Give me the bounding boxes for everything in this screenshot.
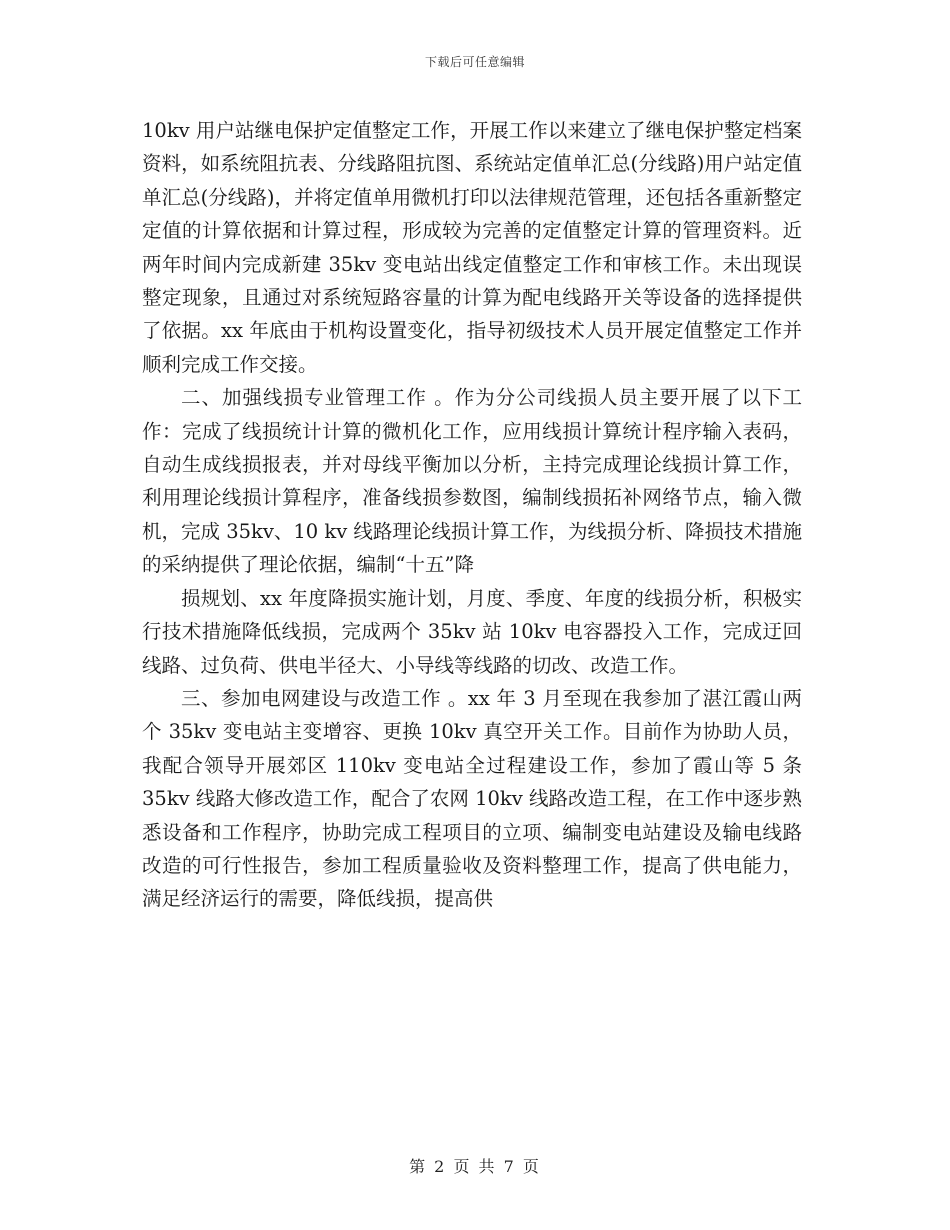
paragraph-line-loss-management: 二、加强线损专业管理工作 。作为分公司线损人员主要开展了以下工作：完成了线损统计计算的微机化工作，应用线损计算统计程序输入表码，自动生成线损报表，并对母线平衡加以分析，主持完成理论线损计算工作，利用理论线损计算程序，准备线损参数图，编制线损拓补网络节点，输入微机，完成 35kv、10 kv 线路理论线损计算工作，为线损分析、降损技术措施的采纳提供了理论依据，编制“十五”降 xyxy=(142,386,802,577)
page-header: 下载后可任意编辑 xyxy=(424,55,525,69)
document-body xyxy=(142,114,802,916)
paragraph-grid-construction: 三、参加电网建设与改造工作 。xx 年 3 月至现在我参加了湛江霞山两个 35kv 变电站主变增容、更换 10kv 真空开关工作。目前作为协助人员，我配合领导开展郊区 110kv 变电站全过程建设工作，参加了霞山等 5 条 35kv 线路大修改造工作，配合了农网 10kv 线路改造工程，在工作中逐步熟悉设备和工作程序，协助完成工程项目的立项、编制变电站建设及输电线路改造的可行性报告，参加工程质量验收及资料整理工作，提高了供电能力，满足经济运行的需要，降低线损，提高供 xyxy=(142,686,802,911)
paragraph-loss-reduction-plan: 损规划、xx 年度降损实施计划，月度、季度、年度的线损分析，积极实行技术措施降低线损，完成两个 35kv 站 10kv 电容器投入工作，完成迂回线路、过负荷、供电半径大、小导线等线路的切改、改造工作。 xyxy=(142,586,802,677)
paragraph-relay-protection: 10kv 用户站继电保护定值整定工作，开展工作以来建立了继电保护整定档案资料，如系统阻抗表、分线路阻抗图、系统站定值单汇总(分线路)用户站定值单汇总(分线路)，并将定值单用微机打印以法律规范管理，还包括各重新整定定值的计算依据和计算过程，形成较为完善的定值整定计算的管理资料。近两年时间内完成新建 35kv 变电站出线定值整定工作和审核工作。未出现误整定现象，且通过对系统短路容量的计算为配电线路开关等设备的选择提供了依据。xx 年底由于机构设置变化，指导初级技术人员开展定值整定工作并顺利完成工作交接。 xyxy=(142,119,802,376)
page-number-footer: 第 2 页 共 7 页 xyxy=(409,1157,541,1176)
